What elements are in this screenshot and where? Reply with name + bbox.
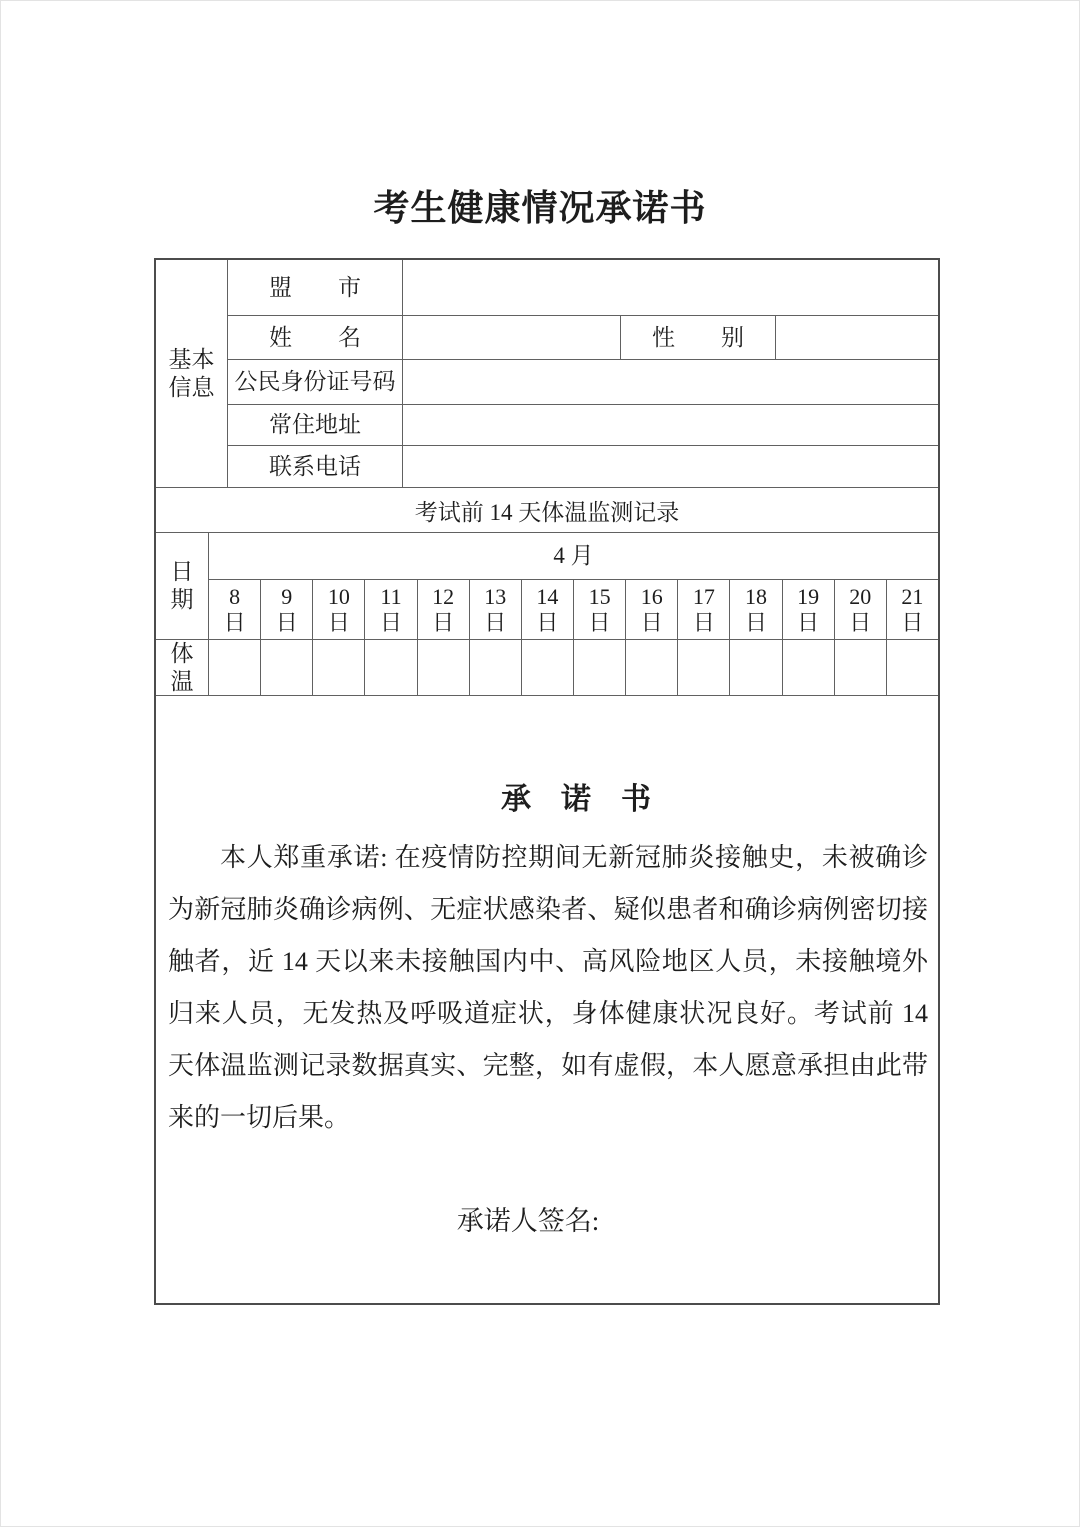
day-header-15: 15 日 (573, 579, 625, 639)
temperature-cell-15[interactable] (573, 639, 625, 695)
day-header-14: 14 日 (521, 579, 573, 639)
basic-info-section (156, 260, 938, 487)
temperature-record-grid (156, 532, 938, 695)
address-label: 常住地址 (227, 404, 402, 445)
temperature-cell-21[interactable] (886, 639, 938, 695)
name-value-cell[interactable] (402, 315, 620, 359)
temperature-cell-19[interactable] (782, 639, 834, 695)
day-header-12: 12 日 (417, 579, 469, 639)
temperature-cell-18[interactable] (729, 639, 781, 695)
name-label: 姓 名 (227, 315, 402, 359)
day-header-20: 20 日 (834, 579, 886, 639)
signature-row (168, 1201, 928, 1241)
temperature-cell-20[interactable] (834, 639, 886, 695)
temperature-cell-16[interactable] (625, 639, 677, 695)
id-number-value-cell[interactable] (402, 359, 938, 404)
gender-label: 性 别 (620, 315, 775, 359)
month-label: 4 月 (208, 532, 938, 579)
temperature-cell-17[interactable] (677, 639, 729, 695)
day-header-13: 13 日 (469, 579, 521, 639)
commitment-section (156, 695, 938, 1307)
day-header-19: 19 日 (782, 579, 834, 639)
temperature-cell-11[interactable] (364, 639, 416, 695)
day-header-17: 17 日 (677, 579, 729, 639)
temperature-cell-12[interactable] (417, 639, 469, 695)
gender-value-cell[interactable] (775, 315, 938, 359)
day-header-8: 8 日 (208, 579, 260, 639)
commitment-body-text: 本人郑重承诺: 在疫情防控期间无新冠肺炎接触史，未被确诊为新冠肺炎确诊病例、无症状感染者、疑似患者和确诊病例密切接触者，近 14 天以来未接触国内中、高风险地区人员，未接触境外归来人员，无发热及呼吸道症状，身体健康状况良好。考试前 14 天体温监测记录数据真实、完整，如有虚假，本人愿意承担由此带来的一切后果。 (168, 843, 928, 1132)
commitment-title: 承 诺 书 (501, 783, 651, 816)
temperature-record-header: 考试前 14 天体温监测记录 (156, 487, 938, 532)
temperature-cell-14[interactable] (521, 639, 573, 695)
id-number-label: 公民身份证号码 (227, 359, 402, 404)
day-header-16: 16 日 (625, 579, 677, 639)
phone-value-cell[interactable] (402, 445, 938, 487)
health-form-table (154, 258, 940, 1305)
date-row-label: 日 期 (156, 532, 208, 639)
day-header-9: 9 日 (260, 579, 312, 639)
phone-label: 联系电话 (227, 445, 402, 487)
day-header-21: 21 日 (886, 579, 938, 639)
temperature-row-label: 体 温 (156, 639, 208, 695)
page-title: 考生健康情况承诺书 (373, 188, 707, 228)
league-city-value-cell[interactable] (402, 260, 938, 315)
address-value-cell[interactable] (402, 404, 938, 445)
league-city-label: 盟 市 (227, 260, 402, 315)
basic-info-section-label: 基本 信息 (168, 346, 215, 400)
temperature-cell-10[interactable] (312, 639, 364, 695)
day-header-10: 10 日 (312, 579, 364, 639)
day-header-18: 18 日 (729, 579, 781, 639)
temperature-cell-13[interactable] (469, 639, 521, 695)
day-header-11: 11 日 (364, 579, 416, 639)
temperature-cell-9[interactable] (260, 639, 312, 695)
signature-label: 承诺人签名: (456, 1206, 600, 1236)
signature-blank-area[interactable] (599, 1207, 709, 1241)
temperature-cell-8[interactable] (208, 639, 260, 695)
